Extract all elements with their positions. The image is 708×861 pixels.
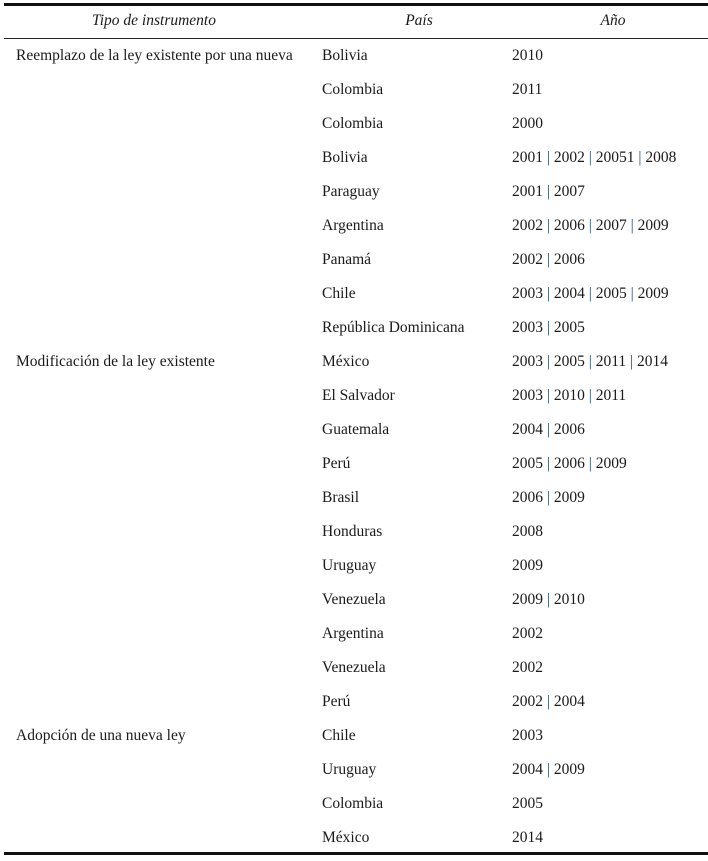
table-row xyxy=(0,385,708,419)
table-row xyxy=(0,215,708,249)
table-row xyxy=(0,487,708,521)
country-cell: Colombia xyxy=(322,81,384,98)
year-cell: 2003 | 2004 | 2005 | 2009 xyxy=(512,285,669,302)
year-separator: | xyxy=(634,149,646,166)
year-separator: | xyxy=(584,353,596,370)
country-cell: México xyxy=(322,829,370,846)
country-cell: Colombia xyxy=(322,795,384,812)
country-cell: Brasil xyxy=(322,489,360,506)
country-cell: Honduras xyxy=(322,523,383,540)
year-separator: | xyxy=(543,353,554,370)
year-cell: 2003 | 2005 | 2011 | 2014 xyxy=(512,353,669,370)
instrument-type-cell: Modificación de la ley existente xyxy=(16,353,215,370)
year-cell: 2004 | 2006 xyxy=(512,421,585,438)
table-row xyxy=(0,79,708,113)
table-row xyxy=(0,827,708,861)
year-separator: | xyxy=(626,217,638,234)
country-cell: Colombia xyxy=(322,115,384,132)
year-separator: | xyxy=(543,319,554,336)
country-cell: Perú xyxy=(322,455,351,472)
year-separator: | xyxy=(626,353,638,370)
country-cell: Panamá xyxy=(322,251,372,268)
year-separator: | xyxy=(543,421,554,438)
table-row xyxy=(0,317,708,351)
country-cell: Uruguay xyxy=(322,557,377,574)
table-body xyxy=(0,45,708,861)
country-cell: República Dominicana xyxy=(322,319,465,336)
year-separator: | xyxy=(584,217,596,234)
year-separator: | xyxy=(584,149,596,166)
year-cell: 2005 xyxy=(512,795,543,812)
instrument-type-cell: Reemplazo de la ley existente por una nueva xyxy=(16,47,293,64)
year-separator: | xyxy=(543,761,554,778)
country-cell: Bolivia xyxy=(322,47,368,64)
year-cell: 2002 | 2006 xyxy=(512,251,585,268)
year-separator: | xyxy=(543,591,554,608)
country-cell: Uruguay xyxy=(322,761,377,778)
table-row xyxy=(0,351,708,385)
table-row xyxy=(0,691,708,725)
year-cell: 2003 | 2010 | 2011 xyxy=(512,387,627,404)
year-cell: 2006 | 2009 xyxy=(512,489,585,506)
year-cell: 2003 xyxy=(512,727,543,744)
table-row xyxy=(0,283,708,317)
country-cell: Chile xyxy=(322,285,356,302)
year-separator: | xyxy=(543,489,554,506)
year-cell: 2004 | 2009 xyxy=(512,761,585,778)
year-separator: | xyxy=(584,285,596,302)
year-separator: | xyxy=(626,285,638,302)
table-row xyxy=(0,725,708,759)
year-cell: 2002 | 2006 | 2007 | 2009 xyxy=(512,217,669,234)
year-separator: | xyxy=(543,251,554,268)
year-cell: 2009 xyxy=(512,557,543,574)
table-row xyxy=(0,623,708,657)
instrument-type-cell: Adopción de una nueva ley xyxy=(16,727,186,744)
country-cell: El Salvador xyxy=(322,387,395,404)
year-cell: 2000 xyxy=(512,115,543,132)
table-row xyxy=(0,555,708,589)
country-cell: Venezuela xyxy=(322,591,386,608)
year-cell: 2002 | 2004 xyxy=(512,693,585,710)
country-cell: México xyxy=(322,353,370,370)
header-instrument-type: Tipo de instrumento xyxy=(91,12,216,29)
country-cell: Perú xyxy=(322,693,351,710)
year-cell: 2010 xyxy=(512,47,543,64)
header-year: Año xyxy=(600,12,626,29)
country-cell: Bolivia xyxy=(322,149,368,166)
year-separator: | xyxy=(543,387,554,404)
year-separator: | xyxy=(543,455,554,472)
year-cell: 2002 xyxy=(512,659,543,676)
header-rule xyxy=(4,38,708,39)
year-cell: 2011 xyxy=(512,81,543,98)
year-cell: 2005 | 2006 | 2009 xyxy=(512,455,627,472)
table-bottom-rule xyxy=(4,852,708,855)
table-row xyxy=(0,793,708,827)
year-separator: | xyxy=(543,217,554,234)
year-cell: 2003 | 2005 xyxy=(512,319,585,336)
country-cell: Venezuela xyxy=(322,659,386,676)
year-separator: | xyxy=(543,285,554,302)
country-cell: Paraguay xyxy=(322,183,380,200)
table-row xyxy=(0,419,708,453)
year-cell: 2001 | 2007 xyxy=(512,183,585,200)
country-cell: Chile xyxy=(322,727,356,744)
table-row xyxy=(0,453,708,487)
table-row xyxy=(0,657,708,691)
year-separator: | xyxy=(584,455,596,472)
year-separator: | xyxy=(543,183,554,200)
table-row xyxy=(0,147,708,181)
table-top-rule xyxy=(4,3,708,6)
country-cell: Argentina xyxy=(322,217,384,234)
year-cell: 2001 | 2002 | 20051 | 2008 xyxy=(512,149,677,166)
year-separator: | xyxy=(584,387,596,404)
country-cell: Guatemala xyxy=(322,421,390,438)
year-separator: | xyxy=(543,149,554,166)
table-row xyxy=(0,521,708,555)
year-cell: 2002 xyxy=(512,625,543,642)
table-row xyxy=(0,45,708,79)
year-cell: 2008 xyxy=(512,523,543,540)
country-cell: Argentina xyxy=(322,625,384,642)
table-row xyxy=(0,113,708,147)
table-row xyxy=(0,181,708,215)
header-country: País xyxy=(405,12,433,29)
table-row xyxy=(0,759,708,793)
year-cell: 2014 xyxy=(512,829,543,846)
year-cell: 2009 | 2010 xyxy=(512,591,585,608)
year-separator: | xyxy=(543,693,554,710)
table-row xyxy=(0,589,708,623)
table-row xyxy=(0,249,708,283)
